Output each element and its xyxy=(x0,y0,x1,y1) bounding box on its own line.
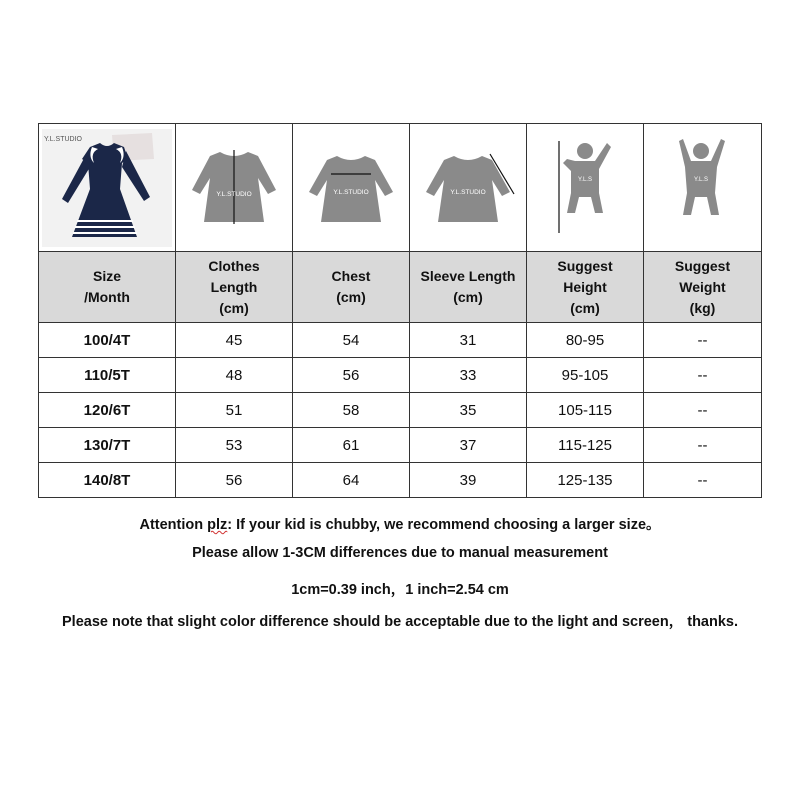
size-cell: 100/4T xyxy=(39,323,176,358)
table-row xyxy=(39,463,762,498)
size-cell: 110/5T xyxy=(39,358,176,393)
size-cell: 140/8T xyxy=(39,463,176,498)
header-suggest-weight xyxy=(644,252,762,323)
header-line: (cm) xyxy=(453,289,483,305)
size-chart-table xyxy=(38,123,762,498)
height-cell: 125-135 xyxy=(527,463,644,498)
table-row xyxy=(39,358,762,393)
clothes-length-cell: 56 xyxy=(176,463,293,498)
header-size xyxy=(39,252,176,323)
figure-mark: Y.L.S xyxy=(578,176,592,183)
header-line: Length xyxy=(210,278,258,295)
icon-watermark: Y.L.STUDIO xyxy=(333,188,369,196)
chest-icon-cell xyxy=(293,124,410,252)
note-chubby-kid xyxy=(0,513,800,534)
table-row xyxy=(39,428,762,463)
chest-cell: 64 xyxy=(293,463,410,498)
header-line: Suggest xyxy=(557,257,613,274)
clothes-length-cell: 48 xyxy=(176,358,293,393)
weight-cell: -- xyxy=(644,358,762,393)
height-cell: 115-125 xyxy=(527,428,644,463)
icon-watermark: Y.L.STUDIO xyxy=(216,190,252,198)
chest-cell: 56 xyxy=(293,358,410,393)
note-unit-conversion: 1cm=0.39 inch，1 inch=2.54 cm xyxy=(291,582,509,598)
clothes-length-cell: 51 xyxy=(176,393,293,428)
note-squiggle-word: plz xyxy=(207,517,228,533)
size-cell: 130/7T xyxy=(39,428,176,463)
height-cell: 105-115 xyxy=(527,393,644,428)
header-line: /Month xyxy=(84,289,130,305)
product-photo xyxy=(42,129,172,247)
header-line: (cm) xyxy=(219,299,249,316)
height-cell: 80-95 xyxy=(527,323,644,358)
chest-cell: 54 xyxy=(293,323,410,358)
weight-cell: -- xyxy=(644,463,762,498)
header-line: Size xyxy=(92,268,121,284)
figure-mark: Y.L.S xyxy=(693,176,708,183)
header-sleeve-length xyxy=(410,252,527,323)
icon-watermark: Y.L.STUDIO xyxy=(450,188,486,196)
sleeve-length-cell: 37 xyxy=(410,428,527,463)
note-color-difference: Please note that slight color difference should be acceptable due to the light and screen， thanks. xyxy=(62,614,738,630)
height-cell: 95-105 xyxy=(527,358,644,393)
table-row xyxy=(39,393,762,428)
header-line: Chest xyxy=(331,268,371,284)
header-suggest-height xyxy=(527,252,644,323)
sleeve-length-cell: 31 xyxy=(410,323,527,358)
header-line: (cm) xyxy=(336,289,366,305)
sleeve-length-cell: 35 xyxy=(410,393,527,428)
dress-sleeve-icon xyxy=(418,138,518,238)
header-line: Suggest xyxy=(674,257,731,274)
weight-icon-cell xyxy=(644,124,762,252)
clothes-length-icon-cell xyxy=(176,124,293,252)
header-line: Height xyxy=(563,278,607,295)
header-line: Sleeve Length xyxy=(420,268,516,284)
note-measurement-difference: Please allow 1-3CM differences due to manual measurement xyxy=(192,545,608,561)
weight-cell: -- xyxy=(644,393,762,428)
header-line: Weight xyxy=(679,278,726,295)
sleeve-length-icon-cell xyxy=(410,124,527,252)
chest-cell: 61 xyxy=(293,428,410,463)
size-cell: 120/6T xyxy=(39,393,176,428)
weight-cell: -- xyxy=(644,323,762,358)
table-row xyxy=(39,323,762,358)
clothes-length-cell: 45 xyxy=(176,323,293,358)
header-clothes-length xyxy=(176,252,293,323)
clothes-length-cell: 53 xyxy=(176,428,293,463)
note-rest: : If your kid is chubby, we recommend choosing a larger size。 xyxy=(227,517,661,533)
note-prefix: Attention xyxy=(139,517,208,533)
header-line: (cm) xyxy=(570,299,600,316)
sleeve-length-cell: 33 xyxy=(410,358,527,393)
dress-chest-icon xyxy=(301,138,401,238)
chest-cell: 58 xyxy=(293,393,410,428)
header-line: (kg) xyxy=(689,299,716,316)
image-row xyxy=(39,124,762,252)
child-weight-icon xyxy=(663,133,743,243)
header-line: Clothes xyxy=(208,257,260,274)
header-row xyxy=(39,252,762,323)
sleeve-length-cell: 39 xyxy=(410,463,527,498)
header-chest xyxy=(293,252,410,323)
height-icon-cell xyxy=(527,124,644,252)
dress-length-icon xyxy=(184,138,284,238)
child-height-icon xyxy=(545,133,625,243)
product-photo-cell xyxy=(39,124,176,252)
weight-cell: -- xyxy=(644,428,762,463)
product-watermark: Y.L.STUDIO xyxy=(44,135,82,143)
